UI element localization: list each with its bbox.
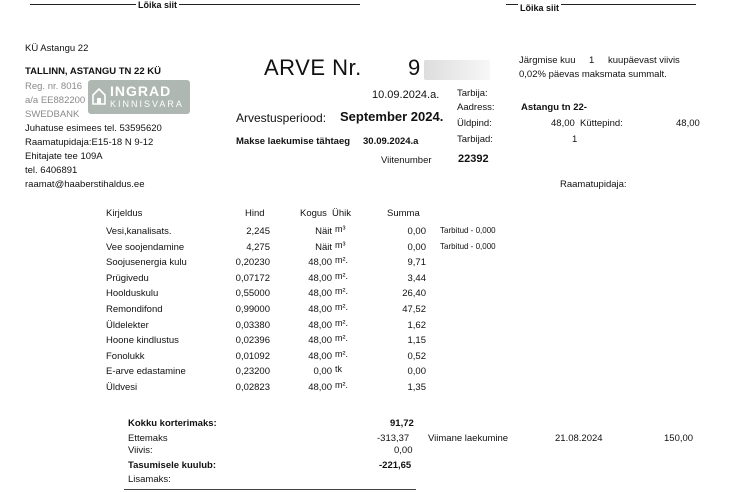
cell-price: 0,03380 xyxy=(235,319,270,331)
issuer-address: TALLINN, ASTANGU TN 22 KÜ xyxy=(25,66,161,77)
consumers-value: 1 xyxy=(572,134,578,145)
cell-desc: Üldvesi xyxy=(106,382,138,393)
cell-unit: m². xyxy=(335,302,348,312)
cell-unit: m². xyxy=(335,348,348,359)
total-label: Kokku korterimaks: xyxy=(128,418,217,429)
cell-desc: Remondifond xyxy=(106,304,163,315)
cell-desc: Vesi,kanalisats. xyxy=(106,226,172,237)
issuer-street: Ehitajate tee 109A xyxy=(25,151,103,162)
cell-price: 0,55000 xyxy=(235,288,270,300)
cell-sum: 47,52 xyxy=(402,304,426,315)
cell-qty: 48,00 xyxy=(308,304,332,315)
area-label: Üldpind: xyxy=(457,118,492,129)
cell-sum: 0,00 xyxy=(407,241,426,253)
cut-line-left xyxy=(30,4,360,5)
cell-qty: 48,00 xyxy=(308,319,332,331)
cell-desc: Vee soojendamine xyxy=(106,241,185,253)
due-label: Makse laekumise tähtaeg xyxy=(236,136,351,147)
cell-note: Tarbitud - 0,000 xyxy=(440,226,496,235)
cell-sum: 0,00 xyxy=(407,226,426,237)
col-header-sum: Summa xyxy=(387,208,420,219)
col-header-desc: Kirjeldus xyxy=(106,208,143,219)
cell-sum: 1,15 xyxy=(407,335,426,347)
due-value: 30.09.2024.a xyxy=(363,136,419,147)
cell-price: 0,99000 xyxy=(235,304,270,315)
cut-label-left: Lõika siit xyxy=(138,0,178,10)
cell-qty: 48,00 xyxy=(308,350,332,362)
payable-value: -221,65 xyxy=(379,460,412,471)
cell-price: 0,02823 xyxy=(235,382,270,393)
cell-price: 0,07172 xyxy=(235,272,270,284)
cell-price: 2,245 xyxy=(246,226,270,237)
heat-value: 48,00 xyxy=(676,118,700,129)
cell-sum: 0,00 xyxy=(407,366,426,378)
cell-desc: Prügivedu xyxy=(106,272,149,284)
address-value: Astangu tn 22- xyxy=(521,102,587,113)
cell-unit: m². xyxy=(335,255,348,266)
cell-desc: Fonolukk xyxy=(106,350,145,362)
late-fee-day: 1 xyxy=(589,55,595,66)
cell-unit: tk xyxy=(335,364,343,375)
prepay-label: Ettemaks xyxy=(128,433,168,444)
extra-label: Lisamaks: xyxy=(128,474,171,485)
payable-label: Tasumisele kuulub: xyxy=(128,460,216,471)
cell-price: 0,02396 xyxy=(235,335,270,347)
cell-note: Tarbitud - 0,000 xyxy=(440,241,496,251)
cell-sum: 26,40 xyxy=(402,288,426,300)
ref-label: Viitenumber xyxy=(381,155,432,166)
cell-desc: Hoolduskulu xyxy=(106,288,159,300)
cell-desc: Hoone kindlustus xyxy=(106,335,179,347)
invoice-number-redaction xyxy=(424,60,490,80)
interest-label: Viivis: xyxy=(128,445,153,456)
last-payment-date: 21.08.2024 xyxy=(555,433,603,444)
cell-qty: 0,00 xyxy=(313,366,332,378)
cell-desc: Soojusenergia kulu xyxy=(106,257,187,269)
issuer-email: raamat@haaberstihaldus.ee xyxy=(25,179,145,190)
late-fee-line1c: kuupäevast viivis xyxy=(608,55,680,66)
prepay-value: -313,37 xyxy=(377,433,410,444)
cell-price: 0,01092 xyxy=(235,350,270,362)
cell-sum: 9,71 xyxy=(407,257,426,269)
buyer-label: Tarbija: xyxy=(457,88,488,99)
cell-desc: Üldelekter xyxy=(106,319,149,331)
cell-unit: m². xyxy=(335,270,348,281)
period-label: Arvestusperiood: xyxy=(236,111,327,125)
cell-qty: 48,00 xyxy=(308,257,332,269)
cell-qty: Näit xyxy=(315,241,332,253)
customer-accountant-label: Raamatupidaja: xyxy=(560,179,627,190)
cell-unit: m². xyxy=(335,380,348,390)
watermark-main-text: INGRAD xyxy=(110,83,172,99)
cut-label-right: Lõika siit xyxy=(520,3,560,13)
col-header-price: Hind xyxy=(245,208,265,219)
watermark-sub-text: KINNISVARA xyxy=(110,99,184,109)
cell-price: 0,20230 xyxy=(235,257,270,269)
issuer-chairman: Juhatuse esimees tel. 53595620 xyxy=(25,123,162,134)
area-value: 48,00 xyxy=(551,118,575,129)
cell-qty: Näit xyxy=(315,226,332,237)
cell-sum: 3,44 xyxy=(407,272,426,284)
heat-label: Küttepind: xyxy=(580,118,623,129)
period-value: September 2024. xyxy=(340,109,444,124)
cell-price: 0,23200 xyxy=(235,366,270,378)
cell-unit: m². xyxy=(335,317,348,328)
col-header-unit: Ühik xyxy=(332,208,352,219)
cell-qty: 48,00 xyxy=(308,272,332,284)
ref-value: 22392 xyxy=(458,153,489,165)
cell-price: 4,275 xyxy=(246,241,270,253)
issuer-phone: tel. 6406891 xyxy=(25,165,78,176)
issuer-accountant: Raamatupidaja:E15-18 N 9-12 xyxy=(25,137,154,148)
payable-underline xyxy=(124,489,416,490)
last-payment-label: Viimane laekumine xyxy=(428,433,509,444)
cell-unit: m². xyxy=(335,286,348,297)
invoice-date: 10.09.2024.a. xyxy=(372,89,440,101)
late-fee-line1a: Järgmise kuu xyxy=(519,55,576,66)
last-payment-amount: 150,00 xyxy=(664,433,694,444)
cell-desc: E-arve edastamine xyxy=(106,366,186,378)
issuer-reg: Reg. nr. 8016 xyxy=(25,81,83,92)
cell-sum: 0,52 xyxy=(407,350,426,362)
house-icon xyxy=(91,86,107,106)
total-value: 91,72 xyxy=(390,418,414,429)
cell-sum: 1,62 xyxy=(407,319,426,331)
issuer-account: a/a EE882200 xyxy=(25,95,86,106)
cell-unit: m³ xyxy=(335,224,346,234)
ingrad-watermark-logo xyxy=(88,80,190,114)
address-label: Aadress: xyxy=(457,102,495,113)
cell-unit: m³ xyxy=(335,239,346,250)
cell-unit: m². xyxy=(335,333,348,344)
cell-qty: 48,00 xyxy=(308,382,332,393)
cell-sum: 1,35 xyxy=(407,382,426,393)
invoice-number: 9 xyxy=(408,55,421,80)
issuer-bank: SWEDBANK xyxy=(25,109,80,120)
cell-qty: 48,00 xyxy=(308,335,332,347)
issuer-name: KÜ Astangu 22 xyxy=(25,43,89,54)
col-header-qty: Kogus xyxy=(300,208,327,219)
consumers-label: Tarbijad: xyxy=(457,134,493,145)
late-fee-line2: 0,02% päevas maksmata summalt. xyxy=(519,69,667,80)
invoice-title: ARVE Nr. xyxy=(264,55,362,80)
interest-value: 0,00 xyxy=(394,445,413,456)
cell-qty: 48,00 xyxy=(308,288,332,300)
